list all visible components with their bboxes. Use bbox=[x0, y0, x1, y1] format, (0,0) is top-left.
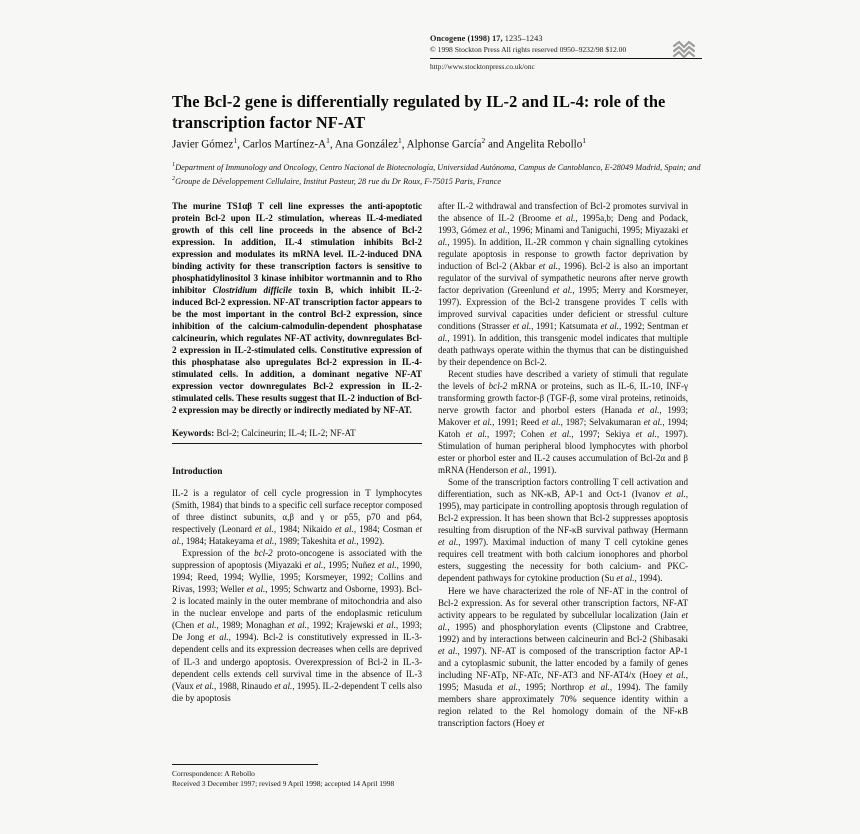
paragraph: IL-2 is a regulator of cell cycle progression in T lymphocytes (Smith, 1984) that binds to a specific cell surface receptor composed of three distinct subunits, α,β and γ or p55, p70 and p64, respectively (Leonard et al., 1984; Nikaido et al., 1984; Cosman et al., 1984; Hatakeyama et al., 1989; Takeshita et al., 1992). bbox=[172, 488, 422, 547]
abstract-text: The murine TS1αβ T cell line expresses the anti-apoptotic protein Bcl-2 upon IL-2 stimulation, whereas IL-4-mediated growth of this cell line proceeds in the absence of Bcl-2 expression. In addition, IL-4 stimulation inhibits Bcl-2 expression and modulates its mRNA level. IL-2-induced DNA binding activity for these transcription factors is sensitive to phosphatidylinositol 3 kinase inhibitor wortmannin and to Rho inhibitor Clostridium difficile toxin B, which inhibit IL-2-induced Bcl-2 expression. NF-AT transcription factor appears to be the most important in the control Bcl-2 expression, since inhibition of the calcium-calmodulin-dependent phosphatase calcineurin, which regulates NF-AT activity, downregulates Bcl-2 expression in IL-2-stimulated cells. Constitutive expression of this phosphatase also upregulates Bcl-2 expression in IL-4-stimulated cells. In addition, a dominant negative NF-AT expression vector downregulates Bcl-2 expression in IL-2-stimulated cells. These results suggest that IL-2 induction of Bcl-2 expression may be directly or indirectly mediated by NF-AT. bbox=[172, 201, 422, 416]
masthead-divider bbox=[430, 58, 702, 59]
correspondence-footnote bbox=[172, 764, 422, 788]
journal-citation-pages: 1235–1243 bbox=[502, 34, 543, 43]
left-column bbox=[172, 200, 422, 704]
paragraph: after IL-2 withdrawal and transfection of Bcl-2 promotes survival in the absence of IL-2 (Broome et al., 1995a,b; Deng and Podack, 1993, Gómez et al., 1996; Minami and Taniguchi, 1995; Miyazaki et al., 1995). In addition, IL-2R common γ chain signalling cytokines regulate apoptosis in response to growth factor deprivation by induction of Bcl-2 (Akbar et al., 1996). Bcl-2 is also an important regulator of the survival of sympathetic neurons after nerve growth factor deprivation (Greenlund et al., 1995; Merry and Korsmeyer, 1997). Expression of the Bcl-2 transgene provides T cells with improved survival capacities under deficient or stressful culture conditions (Strasser et al., 1991; Katsumata et al., 1992; Sentman et al., 1991). In addition, this transgenic model indicates that multiple death pathways operate within the thymus that can be distinguished by their dependence on Bcl-2. bbox=[438, 201, 689, 368]
submission-dates: Received 3 December 1997; revised 9 April 1998; accepted 14 April 1998 bbox=[172, 778, 395, 788]
paragraph: Here we have characterized the role of NF-AT in the control of Bcl-2 expression. As for several other transcription factors, NF-AT activity appears to be regulated by subcellular localization (Jain et al., 1995) and phosphorylation events (Clipstone and Crabtree, 1992) and by interactions between calcineurin and Bcl-2 (Shibasaki et al., 1997). NF-AT is composed of the transcription factor AP-1 and a cytoplasmic subunit, the latter encoded by a family of genes including NF-ATp, NF-ATc, NF-AT3 and NF-AT4/x (Hoey et al., 1995; Masuda et al., 1995; Northrop et al., 1994). The family members share approximately 70% sequence identity within a region related to the Rel homology domain of the NF-κB transcription factors (Hoey et bbox=[438, 585, 689, 728]
keywords bbox=[172, 427, 422, 439]
journal-copyright: © 1998 Stockton Press All rights reserved 0950–9232/98 $12.00 bbox=[430, 45, 627, 54]
paragraph: Some of the transcription factors controlling T cell activation and differentiation, such as NK-κB, AP-1 and Oct-1 (Ivanov et al., 1995), may participate in controlling apoptosis through regulation of Bcl-2 expression. It has been shown that Bcl-2 suppresses apoptosis resulting from disruption of the NF-κB survival pathway (Hermann et al., 1997). Maximal induction of many T cell cytokine genes requires cell treatment with both calcium ionophores and phorbol esters, suggesting the necessity for both calcium- and PKC-dependent pathways for cytokine production (Su et al., 1994). bbox=[438, 477, 689, 584]
keywords-label: Keywords: bbox=[172, 428, 215, 439]
correspondence-line: Correspondence: A Rebollo bbox=[172, 769, 255, 778]
paragraph: Recent studies have described a variety of stimuli that regulate the levels of bcl-2 mRNA or proteins, such as IL-6, IL-10, INF-γ transforming growth factor-β (TGF-β, some viral proteins, retinoids, nerve growth factor and phorbol esters (Hanada et al., 1993; Makover et al., 1991; Reed et al., 1987; Selvakumaran et al., 1994; Katoh et al., 1997; Cohen et al., 1997; Sekiya et al., 1997). Stimulation of human peripheral blood lymphocytes with phorbol ester or phorbol ester and IL-2 causes accumulation of Bcl-2α and β mRNA (Henderson et al., 1991). bbox=[438, 369, 689, 476]
paragraph: Expression of the bcl-2 proto-oncogene is associated with the suppression of apoptosis (Miyazaki et al., 1995; Nuñez et al., 1990, 1994; Reed, 1994; Wyllie, 1995; Korsmeyer, 1992; Collins and Rivas, 1993; Weller et al., 1995; Schwartz and Osborne, 1993). Bcl-2 is located mainly in the outer membrane of mitochondria and also in the nuclear envelope and parts of the endoplasmic reticulum (Chen et al., 1989; Monaghan et al., 1992; Krajewski et al., 1993; De Jong et al., 1994). Bcl-2 is constitutively expressed in IL-3-dependent cells and its expression decreases when cells are deprived of IL-3 and undergo apoptosis. Overexpression of Bcl-2 in IL-3-dependent cells extends cell survival time in the absence of IL-3 (Vaux et al., 1988, Rinaudo et al., 1995). IL-2-dependent T cells also die by apoptosis bbox=[172, 548, 423, 703]
journal-wave-logo-icon bbox=[672, 40, 698, 62]
affiliation-list: $^1$Department of Immunology and Oncology, Centro Nacional de Biotecnología, Universidad Autónoma, Campus de Cantoblanco, E-28049 Madrid, Spain; and $^2$Groupe de Développement Cellulaire, Institut Pasteur, 28 rue du Dr Roux, F-75015 Paris, France bbox=[172, 161, 701, 187]
right-column bbox=[438, 200, 688, 729]
author-list: Javier Gómez$^1$, Carlos Martínez-$A^1$, Ana González$^1$, Alphonse García$^2$ and Angelita Rebollo$^1$ bbox=[172, 136, 587, 151]
keywords-value: Bcl-2; Calcineurin; IL-4; IL-2; NF-AT bbox=[214, 428, 356, 439]
section-heading-introduction: Introduction bbox=[172, 467, 223, 478]
journal-citation bbox=[430, 33, 702, 44]
journal-url[interactable]: http://www.stocktonpress.co.uk/onc bbox=[430, 62, 535, 71]
journal-citation-volume: Oncogene (1998) 17, bbox=[430, 34, 503, 43]
right-column-body bbox=[438, 200, 688, 729]
introduction-body bbox=[172, 487, 422, 703]
journal-masthead bbox=[430, 33, 702, 72]
keywords-divider bbox=[172, 443, 422, 444]
page-title: The Bcl-2 gene is differentially regulated by IL-2 and IL-4: role of the transcription factor NF-AT bbox=[172, 91, 666, 132]
footnote-divider bbox=[172, 764, 318, 765]
